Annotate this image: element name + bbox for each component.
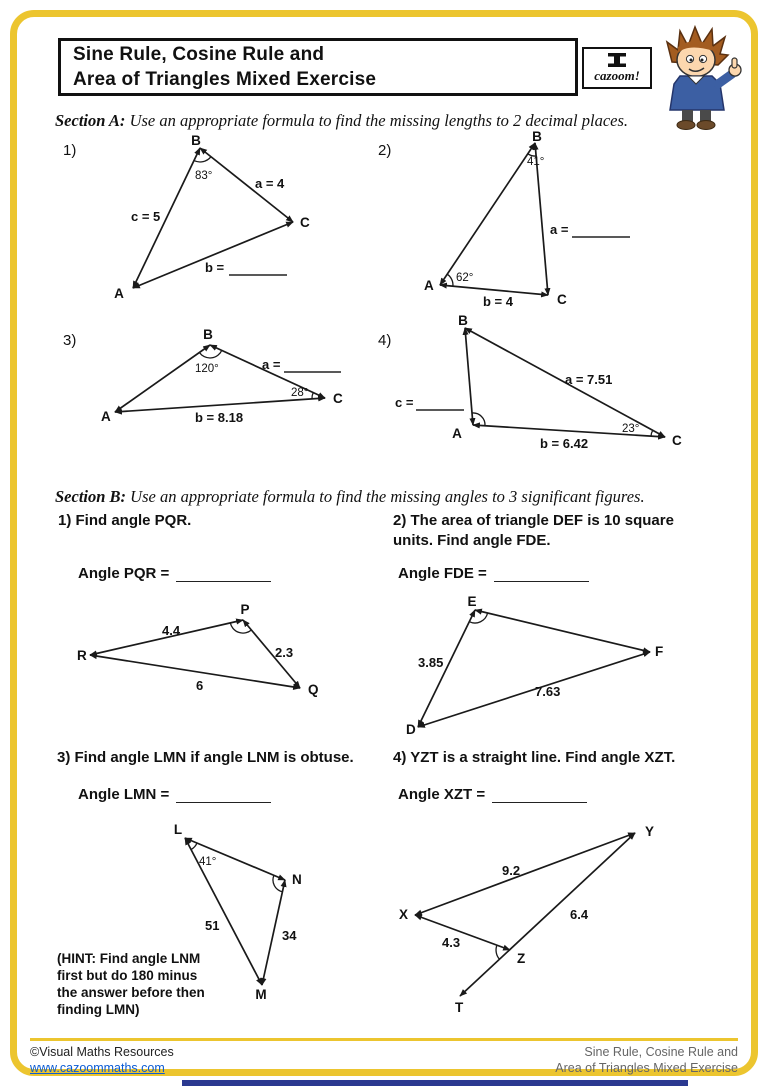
footer-left xyxy=(30,1044,174,1077)
hint-line-3: the answer before then xyxy=(57,985,205,1001)
vertex-label-P: P xyxy=(240,602,250,617)
side-label-b: b = xyxy=(205,260,225,275)
edge-XY xyxy=(415,833,635,915)
answer-blank-xzt xyxy=(492,787,587,803)
triangle-a3-edges xyxy=(115,345,325,412)
answer-row-fde xyxy=(398,565,589,582)
edge-RQ xyxy=(90,655,300,688)
triangle-b1-pqr xyxy=(75,602,320,700)
hint-line-2: first but do 180 minus xyxy=(57,968,198,984)
vertex-label-C: C xyxy=(557,292,567,307)
triangle-b1-edges xyxy=(90,620,300,688)
mascot-shoe-left xyxy=(677,121,695,130)
vertex-label-N: N xyxy=(292,872,302,887)
vertex-label-A: A xyxy=(424,278,434,293)
side-label-763: 7.63 xyxy=(535,684,561,699)
copyright-text: ©Visual Maths Resources xyxy=(30,1045,174,1059)
triangle-a3 xyxy=(95,327,345,435)
vertex-label-Y: Y xyxy=(645,824,655,839)
edge-AB xyxy=(440,143,535,285)
angle-label-41: 41° xyxy=(199,856,217,868)
vertex-label-A: A xyxy=(101,409,111,424)
footer-title-line2: Area of Triangles Mixed Exercise xyxy=(555,1061,738,1076)
footer-divider xyxy=(30,1038,738,1041)
section-a-label: Section A: xyxy=(55,111,126,130)
side-label-23: 2.3 xyxy=(275,645,294,660)
vertex-label-R: R xyxy=(77,648,87,663)
side-label-92: 9.2 xyxy=(502,863,521,878)
answer-blank-lmn xyxy=(176,787,271,803)
cazoom-logo-text: cazoom! xyxy=(594,67,640,83)
triangle-a1 xyxy=(95,133,345,306)
problem-a2-number: 2) xyxy=(378,142,392,159)
mascot-thumb xyxy=(732,58,737,68)
vertex-label-A: A xyxy=(452,426,462,441)
answer-label-xzt: Angle XZT = xyxy=(398,786,486,803)
worksheet-title-box xyxy=(58,38,578,96)
edge-XZ xyxy=(415,915,510,950)
angle-arc-A xyxy=(472,413,485,426)
hint-line-1: (HINT: Find angle LNM xyxy=(57,951,201,966)
side-label-a: a = xyxy=(550,222,569,237)
vertex-label-C: C xyxy=(672,433,682,448)
vertex-label-B: B xyxy=(203,327,213,342)
side-label-44: 4.4 xyxy=(162,623,181,638)
bottom-blue-bar xyxy=(182,1080,688,1086)
angle-label-23: 23° xyxy=(622,423,640,435)
answer-label-lmn: Angle LMN = xyxy=(78,786,170,803)
angle-label-28: 28° xyxy=(291,387,309,399)
vertex-label-C: C xyxy=(300,215,310,230)
vertex-label-M: M xyxy=(255,987,267,1002)
angle-arc-B xyxy=(194,157,211,162)
side-label-c5: c = 5 xyxy=(131,209,161,224)
side-label-6: 6 xyxy=(196,678,204,693)
worksheet-title-line1: Sine Rule, Cosine Rule and xyxy=(73,43,325,65)
cazoom-logo xyxy=(582,47,652,89)
angle-label-120: 120° xyxy=(195,363,219,375)
vertex-label-L: L xyxy=(173,822,183,837)
angle-arc-C xyxy=(651,430,653,436)
side-label-34: 34 xyxy=(282,928,297,943)
side-label-a: a = xyxy=(262,357,281,372)
side-label-b4: b = 4 xyxy=(483,294,513,309)
website-link[interactable]: www.cazoommaths.com xyxy=(30,1061,165,1076)
line-YZT xyxy=(460,833,635,996)
edge-AB xyxy=(115,345,210,412)
vertex-label-X: X xyxy=(399,907,409,922)
answer-label-pqr: Angle PQR = xyxy=(78,565,170,582)
side-label-a751: a = 7.51 xyxy=(565,372,613,387)
answer-blank-fde xyxy=(494,566,589,582)
triangle-a2 xyxy=(420,129,660,313)
answer-row-xzt xyxy=(398,786,587,803)
figure-b4-xyzt xyxy=(398,825,660,1017)
angle-arc-A xyxy=(447,274,453,286)
mascot-pupil-left xyxy=(690,59,693,62)
section-b-instructions: Use an appropriate formula to find the missing angles to 3 significant figures. xyxy=(130,487,645,506)
problem-a3-number: 3) xyxy=(63,332,77,349)
angle-arc-P xyxy=(230,623,251,633)
side-label-b642: b = 6.42 xyxy=(540,436,589,451)
mascot-pupil-right xyxy=(701,59,704,62)
edge-DF xyxy=(418,652,650,727)
hint-box xyxy=(57,950,227,1019)
vertex-label-D: D xyxy=(406,722,416,737)
vertex-label-A: A xyxy=(114,286,124,301)
vertex-label-B: B xyxy=(191,133,201,148)
problem-b4-title: 4) YZT is a straight line. Find angle XZT. xyxy=(393,749,676,766)
figure-b4-edges xyxy=(415,833,635,996)
section-a-instructions: Use an appropriate formula to find the missing lengths to 2 decimal places. xyxy=(129,111,629,130)
mascot-illustration xyxy=(650,22,745,132)
angle-label-62: 62° xyxy=(456,272,474,284)
triangle-b2-def xyxy=(400,594,665,740)
angle-label-83: 83° xyxy=(195,170,213,182)
footer-title-line1: Sine Rule, Cosine Rule and xyxy=(584,1045,738,1059)
vertex-label-Z: Z xyxy=(517,951,526,966)
side-label-51: 51 xyxy=(205,918,220,933)
vertex-label-B: B xyxy=(458,313,468,328)
mascot-arm xyxy=(718,74,732,84)
cazoom-logo-icon xyxy=(606,53,628,67)
answer-blank-pqr xyxy=(176,566,271,582)
problem-a4-number: 4) xyxy=(378,332,392,349)
mascot-shoe-right xyxy=(697,121,715,130)
vertex-label-E: E xyxy=(467,594,477,609)
problem-b2-title: 2) The area of triangle DEF is 10 square units. Find angle FDE. xyxy=(393,512,674,550)
angle-arc-B xyxy=(199,350,221,358)
section-b-heading xyxy=(55,487,645,507)
edge-EF xyxy=(475,610,650,652)
angle-arc-Z xyxy=(496,945,500,959)
answer-row-lmn xyxy=(78,786,271,803)
triangle-a4 xyxy=(395,313,690,458)
answer-row-pqr xyxy=(78,565,271,582)
section-a-heading xyxy=(55,111,628,131)
side-label-385: 3.85 xyxy=(418,655,444,670)
edge-AC xyxy=(133,222,293,288)
side-label-43: 4.3 xyxy=(442,935,461,950)
answer-label-fde: Angle FDE = xyxy=(398,565,487,582)
footer-right xyxy=(555,1044,738,1077)
vertex-label-T: T xyxy=(455,1000,464,1015)
angle-label-41: 41° xyxy=(527,156,545,168)
angle-arc-L xyxy=(191,843,197,850)
section-b-label: Section B: xyxy=(55,487,127,506)
triangle-b2-edges xyxy=(418,610,650,727)
vertex-label-F: F xyxy=(655,644,664,659)
vertex-label-C: C xyxy=(333,391,343,406)
hint-line-4: finding LMN) xyxy=(57,1002,140,1018)
problem-a1-number: 1) xyxy=(63,142,77,159)
worksheet-title-line2: Area of Triangles Mixed Exercise xyxy=(73,69,377,90)
problem-b3-title: 3) Find angle LMN if angle LNM is obtuse. xyxy=(57,749,354,766)
vertex-label-B: B xyxy=(532,129,542,144)
vertex-label-Q: Q xyxy=(308,682,319,697)
side-label-a4: a = 4 xyxy=(255,176,285,191)
side-label-64: 6.4 xyxy=(570,907,589,922)
problem-b1-title: 1) Find angle PQR. xyxy=(58,512,192,529)
side-label-b818: b = 8.18 xyxy=(195,410,244,425)
side-label-c: c = xyxy=(395,395,414,410)
edge-BA xyxy=(465,328,473,425)
